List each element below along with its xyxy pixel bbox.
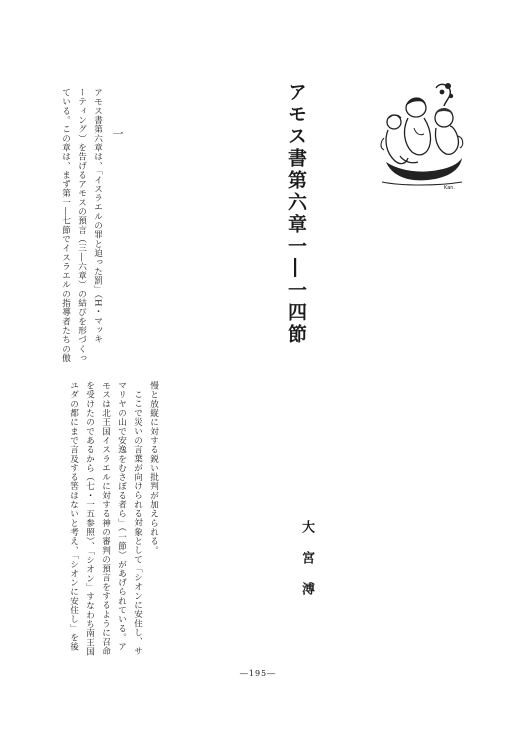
- author-name: 大宮溥: [299, 520, 314, 613]
- text-line: ている。この章は、まず第一―七節でイスラエルの指導者たちの傲: [60, 88, 71, 363]
- text-line: マリヤの山で安逸をむさぼる者ら」（一節）があげられている。ア: [116, 381, 127, 652]
- illustration-signature: Kan.: [444, 185, 456, 190]
- page-number: ―195―: [239, 669, 277, 678]
- text-line: ユダの都にまで言及する筈はないと考え、「シオンに安住し」を後: [68, 381, 79, 652]
- text-line: ここで災いの言葉が向けられる対象として「シオンに安住し、サ: [132, 390, 143, 656]
- article-title: アモス書第六章一―一四節: [285, 82, 307, 346]
- cherub-figures-icon: [378, 78, 466, 190]
- section-number: 一: [111, 128, 124, 139]
- text-line: ーティング）を告げるアモスの預言（三―六章）の結びを形づくっ: [76, 88, 87, 363]
- text-line: モスは北王国イスラエルに対する神の審判の預言をするように召命: [100, 381, 111, 656]
- text-line: アモス書第六章は、「イスラエルの罪と迫った罰」（H・マッキ: [92, 88, 103, 344]
- text-line: を受けたのであるから（七・一五参照）、「シオン」すなわち南王国: [84, 381, 95, 657]
- text-line: 慢と放縦に対する鋭い批判が加えられる。: [148, 381, 159, 555]
